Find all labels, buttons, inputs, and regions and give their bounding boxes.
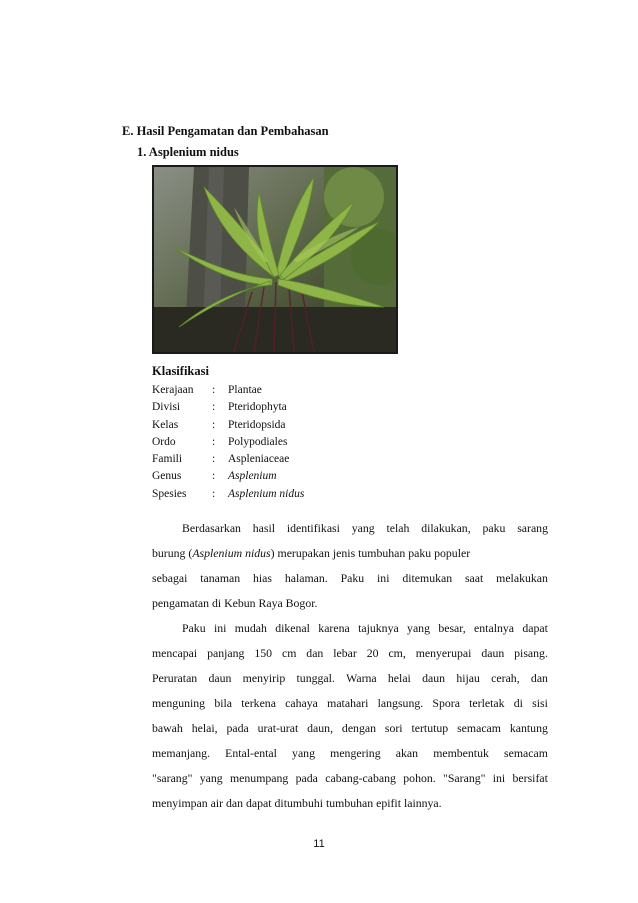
- paragraph-description: [152, 616, 548, 816]
- rank-label: Spesies: [152, 487, 187, 500]
- section-heading: E. Hasil Pengamatan dan Pembahasan: [122, 124, 329, 138]
- classification-row: [152, 486, 304, 503]
- classification-row: [152, 417, 304, 434]
- paragraph-line: menyimpan air dan dapat ditumbuhi tumbuhan epifit lainnya.: [152, 796, 442, 810]
- paragraph-line: memanjang. Ental-ental yang mengering akan membentuk semacam: [152, 746, 548, 760]
- text-segment: ) merupakan jenis tumbuhan paku populer: [270, 546, 471, 560]
- classification-title: Klasifikasi: [152, 364, 209, 378]
- paragraph-line: Paku ini mudah dikenal karena tajuknya yang besar, entalnya dapat: [182, 621, 548, 635]
- separator: :: [212, 401, 216, 414]
- classification-row: [152, 468, 304, 485]
- rank-value: Aspleniaceae: [228, 453, 290, 466]
- separator: :: [212, 470, 216, 483]
- paragraph-line: Peruratan daun menyirip tunggal. Warna helai daun hijau cerah, dan: [152, 671, 548, 685]
- classification-row: [152, 399, 304, 416]
- rank-value: Pteridopsida: [228, 418, 286, 431]
- classification-row: [152, 382, 304, 399]
- paragraph-line: [152, 541, 548, 566]
- page-number: 11: [313, 838, 325, 850]
- paragraph-identification: [152, 516, 548, 616]
- separator: :: [212, 435, 216, 448]
- rank-label: Genus: [152, 470, 182, 483]
- separator: :: [212, 384, 216, 396]
- paragraph-line: pengamatan di Kebun Raya Bogor.: [152, 596, 318, 610]
- paragraph-line: sebagai tanaman hias halaman. Paku ini ditemukan saat melakukan: [152, 571, 548, 585]
- paragraph-line: menguning bila terkena cahaya matahari langsung. Spora terletak di sisi: [152, 696, 548, 710]
- rank-value: Asplenium nidus: [228, 487, 305, 500]
- rank-value: Pteridophyta: [228, 401, 287, 414]
- paragraph-line: bawah helai, pada urat-urat daun, dengan sori tertutup semacam kantung: [152, 721, 548, 735]
- separator: :: [212, 418, 216, 431]
- rank-value: Asplenium: [228, 470, 277, 483]
- classification-row: [152, 451, 304, 468]
- paragraph-line: mencapai panjang 150 cm dan lebar 20 cm, menyerupai daun pisang.: [152, 646, 548, 660]
- classification-table: [152, 382, 304, 503]
- separator: :: [212, 453, 216, 466]
- rank-label: Ordo: [152, 435, 176, 448]
- rank-value: Polypodiales: [228, 435, 288, 448]
- rank-label: Famili: [152, 453, 183, 466]
- classification-row: [152, 434, 304, 451]
- species-name: Asplenium nidus: [192, 546, 271, 560]
- rank-label: Kelas: [152, 418, 179, 431]
- paragraph-line: Berdasarkan hasil identifikasi yang telah dilakukan, paku sarang: [182, 521, 548, 535]
- subsection-heading: 1. Asplenium nidus: [137, 145, 239, 159]
- separator: :: [212, 487, 216, 500]
- rank-value: Plantae: [228, 384, 262, 396]
- text-segment: burung (: [152, 546, 193, 560]
- plant-photo: [152, 165, 398, 354]
- rank-label: Kerajaan: [152, 384, 194, 396]
- paragraph-line: "sarang" yang menumpang pada cabang-cabang pohon. "Sarang" ini bersifat: [152, 771, 548, 785]
- rank-label: Divisi: [152, 401, 181, 414]
